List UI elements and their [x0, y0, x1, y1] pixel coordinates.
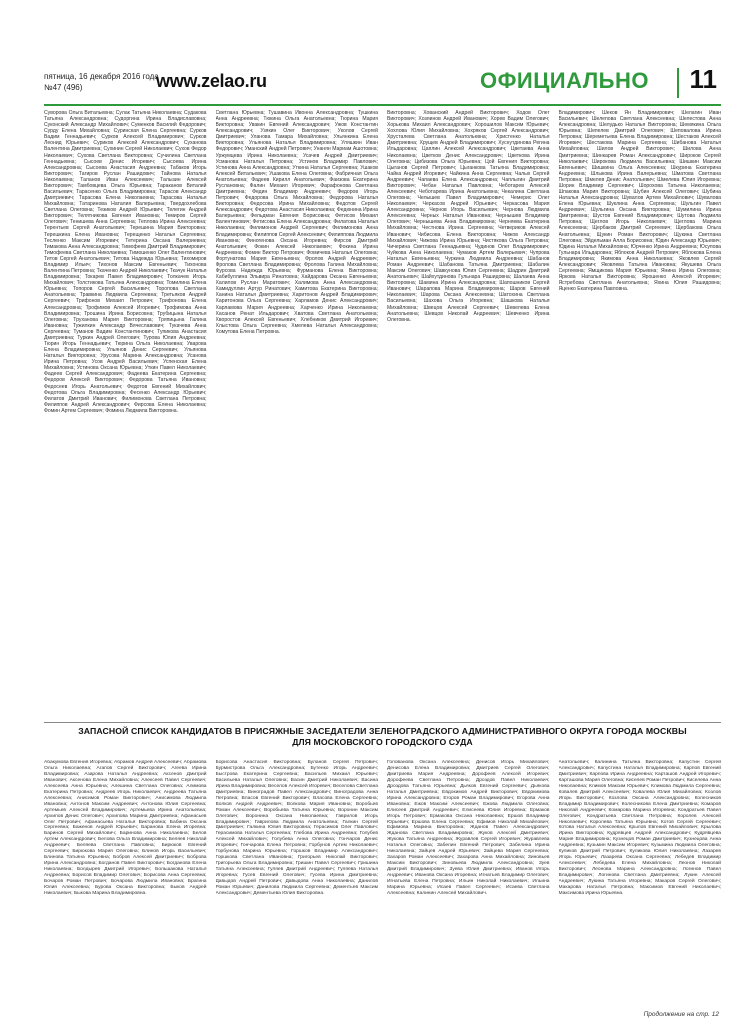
text-column-1: Суворова Ольга Витальевна; Сулак Татьяна Николаевна; Судакова Татьяна Александровна; Судоргина Ирина Владиславовна; Суконский Александр Михайлович; Суменков Василий Федорович; Сурду Елена Михайловна; Суринская Елена Сергеевна; Сурков Вадим Геннадьевич; Сурков Алексей Владимирович; Сурков Леонид Юрьевич; Суриков Алексей Александрович; Суханова Валентина Дмитриевна; Сухинин Сергей Николаевич; Сухов Федор Николаевич; Сухова Светлана Викторовна; Сучилина Светлана Геннадьевна; Сысоев Денис Игоревич; Сысоева Ирина Александровна; Сысоева Анастасия Андреевна; Табаков Игорь Викторович; Тагиров Руслан Рашидович; Тайнова Наталья Николаевна; Таланов Иван Алексеевич; Талызин Алексей Викторович; Тамбовцева Ольга Юрьевна; Тараканов Виталий Васильевич; Тарасенко Ольга Владимировна; Тарасов Александр Дмитриевич; Тарасова Елена Николаевна; Тарасова Наталья Михайловна; Татаринова Наталия Валерьевна; Твердохлебова Светлана Олеговна; Тезиков Андрей Юрьевич; Телегин Андрей Викторович; Телятникова Евгения Ивановна; Темиров Сергей Олегович; Тенишева Анна Сергеевна; Теплова Ирина Алексеевна; Терентьев Сергей Анатольевич; Терешина Мария Викторовна; Терешкина Елена Ивановна; Терещенко Наталья Сергеевна; Тесленко Максим Игоревич; Тетерина Оксана Валериевна; Тимакова Анна Александровна; Тимофеев Дмитрий Владимирович; Тимофеева Светлана Николаевна; Тимошенко Олег Валентинович; Титов Сергей Анатольевич; Титова Надежда Юрьевна; Тихомиров Владимир Ильич; Тихонов Максим Евгеньевич; Тихонова Валентина Петровна; Ткаченко Андрей Николаевич; Ткачук Наталья Владимировна; Токарев Павел Владимирович; Толкачев Игорь Михайлович; Толстикова Татьяна Александровна; Томилина Елена Юрьевна; Топоров Сергей Васильевич; Торопова Светлана Анатольевна; Травкина Людмила Сергеевна; Третьяков Андрей Сергеевич; Трифонов Михаил Петрович; Трифонова Елена Александровна; Трофимов Алексей Игоревич; Трофимова Анна Владимировна; Трошина Ирина Борисовна; Трубицына Наталья Олеговна; Труханова Мария Викторовна; Тряпицына Галина Ивановна; Тужилкин Александр Вячеславович; Тукачева Анна Сергеевна; Туманов Вадим Константинович; Тупикова Анастасия Дмитриевна; Туркин Андрей Олегович; Турова Юлия Андреевна; Тюрин Игорь Геннадьевич; Тюрина Ольга Николаевна; Уварова Елена Владимировна; Ульянов Денис Сергеевич; Ульянова Наталья Викторовна; Урусова Марина Александровна; Усанова Ирина Петровна; Усов Андрей Васильевич; Успенская Елена Михайловна; Устинова Оксана Юрьевна; Уткин Павел Николаевич; Фадеев Сергей Александрович; Фадеева Екатерина Сергеевна; Федоров Алексей Викторович; Федорова Татьяна Ивановна; Федосеев Игорь Анатольевич; Федотов Евгений Михайлович; Федотова Ольга Владимировна; Фесенко Александр Юрьевич; Филатов Дмитрий Иванович; Филимонова Светлана Петровна; Филиппов Андрей Александрович; Фирсова Елена Николаевна; Фомин Артем Сергеевич; Фомина Людмила Викторовна.	[44, 110, 207, 414]
page-number: 11	[689, 64, 717, 94]
page-header	[44, 66, 721, 100]
text-column-2: Светлана Юрьевна; Тушавина Ивонна Александровна; Тушкина Анна Андреевна; Тюкина Ольга Анатольевна; Тюрина Мария Викторовна; Увакин Евгений Александрович; Ужов Константин Александрович; Узякин Олег Викторович; Уколов Сергей Дмитриевич; Уланова Тамара Михайловна; Ульянкина Елена Викторовна; Ульянова Наталья Владимировна; Уляшкин Иван Федорович; Уманский Андрей Петрович; Унанян Мариам Ашотовна; Уржумцева Ирина Николаевна; Усачев Андрей Дмитриевич; Усманова Наталья Петровна; Устинов Владимир Павлович; Устинова Анна Александровна; Уткина Наталья Сергеевна; Ушаков Алексей Витальевич; Ушакова Елена Олеговна; Фабричная Ольга Анатольевна; Фадеев Кирилл Анатольевич; Фаизова Екатерина Руслановна; Фалин Михаил Игоревич; Фарафонова Светлана Дмитриевна; Федин Владимир Андреевич; Федоров Игорь Петрович; Федорова Ольга Михайловна; Федорова Наталья Викторовна; Федосова Ирина Михайловна; Федотов Сергей Александрович; Федотова Анастасия Николаевна; Федюнина Ирина Валерьевна; Фельдман Евгения Борисовна; Фетисов Михаил Валентинович; Фетисова Елена Александровна; Филатова Наталья Николаевна; Филимонов Андрей Сергеевич; Филимонова Анна Владимировна; Филиппов Сергей Алексеевич; Филиппова Людмила Ивановна; Финогенова Оксана Игоревна; Фирсов Дмитрий Анатольевич; Фокин Алексей Николаевич; Фокина Ирина Андреевна; Фомин Виктор Петрович; Фомичева Наталья Олеговна; Фортунатова Мария Евгеньевна; Фролов Андрей Андреевич; Фролова Светлана Владимировна; Фролова Галина Михайловна; Фурсова Надежда Юрьевна; Фурманова Елена Викторовна; Хабибуллина Эльвира Ринатовна; Хайдарова Оксана Евгеньевна; Халилов Руслан Маратович; Халимова Анна Александровна; Хамидуллин Артур Ринатович; Хамитова Екатерина Викторовна; Ханина Наталья Дмитриевна; Харитонов Андрей Владимирович; Харитонова Ольга Сергеевна; Харламов Денис Александрович; Харламова Мария Андреевна; Харченко Ирина Николаевна; Хасанов Ренат Ильдарович; Хватова Светлана Анатольевна; Хворостов Алексей Евгеньевич; Хлебников Дмитрий Игоревич; Хлыстова Ольга Сергеевна; Хмелева Наталья Александровна; Хомутова Елена Петровна.	[215, 110, 378, 335]
section-title: ОФИЦИАЛЬНО	[480, 68, 649, 93]
list-column-1: Абакумова Евгения Игоревна; Абрамов Андрей Алексеевич; Абрамова Ольга Николаевна; Агапов Сергей Викторович; Агеева Ирина Владимировна; Азарова Наталья Андреевна; Аксенов Дмитрий Иванович; Аксенова Елена Михайловна; Алексеев Павел Сергеевич; Алексеева Анна Юрьевна; Алешина Светлана Олеговна; Алимова Екатерина Петровна; Андреев Игорь Николаевич; Андреева Татьяна Алексеевна; Анисимов Роман Викторович; Анисимова Людмила Ивановна; Антонов Максим Андреевич; Антонова Юлия Сергеевна; Артемьев Алексей Владимирович; Артемьева Ирина Анатольевна; Архипов Денис Олегович; Архипова Марина Дмитриевна; Афанасьев Олег Петрович; Афанасьева Наталья Викторовна; Бабина Оксана Сергеевна; Баженов Андрей Юрьевич; Баранова Елена Игоревна; Баринов Сергей Михайлович; Баринова Анна Николаевна; Белов Артем Александрович; Белова Ольга Владимировна; Беляев Николай Андреевич; Беляева Светлана Павловна; Бирюков Евгений Сергеевич; Бирюкова Мария Олеговна; Блинов Игорь Васильевич; Блинова Татьяна Юрьевна; Бобров Алексей Дмитриевич; Боброва Ирина Александровна; Богданов Павел Викторович; Богданова Елена Николаевна; Болдырев Дмитрий Игоревич; Большакова Наталья Андреевна; Борисов Владимир Олегович; Борисова Анна Сергеевна; Бочаров Роман Петрович; Бочарова Людмила Ивановна; Брагина Юлия Алексеевна; Бурова Оксана Викторовна; Быков Андрей Николаевич; Быкова Марина Владимировна.	[44, 760, 207, 896]
header-rule	[44, 104, 721, 106]
list-title-line-2: ДЛЯ МОСКОВСКОГО ГОРОДСКОГО СУДА	[292, 737, 473, 747]
issue-date: пятница, 16 декабря 2016 года	[44, 72, 159, 81]
list-divider	[44, 722, 721, 723]
list-column-2: Борисова Анастасия Викторовна; Буланов Сергей Петрович; Бурмистрова Ольга Александровна; Бутенко Игорь Андреевич; Быстрова Екатерина Сергеевна; Васильев Михаил Юрьевич; Васильева Наталья Олеговна; Васин Дмитрий Николаевич; Васина Ирина Владимировна; Веселов Алексей Игоревич; Веселова Светлана Дмитриевна; Виноградов Павел Александрович; Виноградова Анна Петровна; Власов Евгений Викторович; Власова Елена Сергеевна; Волков Андрей Андреевич; Волкова Мария Ивановна; Воробьев Роман Алексеевич; Воробьева Татьяна Юрьевна; Воронин Максим Олегович; Воронина Оксана Николаевна; Гаврилов Игорь Владимирович; Гаврилова Людмила Анатольевна; Галкин Сергей Дмитриевич; Галкина Юлия Викторовна; Герасимов Олег Павлович; Герасимова Наталья Сергеевна; Глебова Ирина Андреевна; Голубев Алексей Михайлович; Голубева Анна Олеговна; Гончаров Денис Игоревич; Гончарова Елена Петровна; Горбунов Артем Николаевич; Горбунова Марина Юрьевна; Горшков Владимир Александрович; Горшкова Светлана Ивановна; Григорьев Николай Викторович; Григорьева Ольга Владимировна; Гришин Павел Сергеевич; Гришина Татьяна Алексеевна; Гуляев Дмитрий Андреевич; Гуляева Наталья Игоревна; Гусев Евгений Олегович; Гусева Ирина Дмитриевна; Давыдов Андрей Петрович; Давыдова Анна Николаевна; Данилов Роман Юрьевич; Данилова Людмила Сергеевна; Дементьев Максим Александрович; Дементьева Юлия Викторовна.	[215, 760, 378, 896]
text-column-4: Владимирович; Шеков Ян Владимирович; Шелагин Иван Васильевич; Шелепова Светлана Алексеевна; Шелестова Анна Александровна; Шелудько Наталья Викторовна; Шемякина Ольга Юрьевна; Шепелев Дмитрий Олегович; Шеповалова Ирина Петровна; Шереметьева Елена Владимировна; Шестаков Алексей Игоревич; Шестакова Марина Сергеевна; Шибанова Наталья Михайловна; Шилов Андрей Викторович; Шилова Анна Дмитриевна; Шинкарев Роман Александрович; Широков Сергей Николаевич; Широкова Людмила Васильевна; Шишкин Максим Евгеньевич; Шишкина Ольга Алексеевна; Шкурина Екатерина Андреевна; Шлыкова Ирина Валерьевна; Шматова Светлана Петровна; Шмелев Денис Анатольевич; Шмелева Юлия Игоревна; Шорин Владимир Сергеевич; Шорохова Татьяна Николаевна; Шпакова Мария Викторовна; Шубин Алексей Олегович; Шубина Наталья Александровна; Шувалов Артем Михайлович; Шувалова Елена Юрьевна; Шуклина Анна Сергеевна; Шульгин Павел Андреевич; Шульгина Оксана Викторовна; Шумилина Ирина Дмитриевна; Шустов Евгений Владимирович; Шутова Людмила Петровна; Щеглов Игорь Николаевич; Щеглова Марина Алексеевна; Щербаков Дмитрий Сергеевич; Щербакова Ольга Анатольевна; Щукин Роман Викторович; Щукина Светлана Олеговна; Эйдельман Алла Борисовна; Юдин Александр Юрьевич; Юдина Наталья Михайловна; Юрченко Ирина Андреевна; Юсупова Гульнара Ильдаровна; Яблоков Андрей Петрович; Яблокова Елена Владимировна; Якимова Анна Николаевна; Яковлев Сергей Александрович; Яковлева Татьяна Ивановна; Якушева Ольга Сергеевна; Ямщикова Мария Юрьевна; Янина Ирина Олеговна; Яркова Наталья Викторовна; Ярошенко Алексей Игоревич; Ястребова Светлана Анатольевна; Яхина Юлия Рашидовна; Яценко Екатерина Павловна.	[558, 110, 721, 293]
list-column-3: Голованова Оксана Алексеевна; Денисов Игорь Михайлович; Денисова Елена Владимировна; Дмитриев Сергей Олегович; Дмитриева Мария Андреевна; Дорофеев Алексей Игоревич; Дорофеева Светлана Петровна; Дроздов Павел Николаевич; Дроздова Татьяна Юрьевна; Дьяков Евгений Сергеевич; Дьякова Наталья Дмитриевна; Евдокимов Андрей Викторович; Евдокимова Ирина Александровна; Егоров Роман Владимирович; Егорова Анна Ивановна; Ежов Максим Алексеевич; Ежова Людмила Олеговна; Елисеев Дмитрий Андреевич; Елисеева Юлия Игоревна; Ермаков Игорь Петрович; Ермакова Оксана Николаевна; Ершов Владимир Юрьевич; Ершова Елена Сергеевна; Ефимов Николай Михайлович; Ефимова Марина Викторовна; Жданов Павел Александрович; Жданова Светлана Владимировна; Жуков Алексей Дмитриевич; Жукова Татьяна Андреевна; Журавлев Сергей Игоревич; Журавлева Наталья Олеговна; Забелин Евгений Петрович; Забелина Ирина Николаевна; Зайцев Андрей Юрьевич; Зайцева Мария Сергеевна; Захаров Роман Алексеевич; Захарова Анна Михайловна; Зиновьев Максим Викторович; Зиновьева Людмила Александровна; Зуев Дмитрий Владимирович; Зуева Юлия Дмитриевна; Иванов Игорь Андреевич; Иванова Оксана Игоревна; Игнатьев Владимир Олегович; Игнатьева Елена Петровна; Ильин Николай Николаевич; Ильина Марина Юрьевна; Исаев Павел Сергеевич; Исаева Светлана Алексеевна; Калинин Алексей Михайлович.	[387, 760, 550, 896]
issue-number: №47 (496)	[44, 83, 83, 92]
list-column-4: Анатольевич; Калинина Татьяна Викторовна; Капустин Сергей Александрович; Капустина Наталья Владимировна; Карпов Евгений Дмитриевич; Карпова Ирина Андреевна; Карташов Андрей Игоревич; Карташова Мария Олеговна; Киселев Роман Петрович; Киселева Анна Николаевна; Климов Максим Юрьевич; Климова Людмила Сергеевна; Ковалев Дмитрий Алексеевич; Ковалева Юлия Михайловна; Козлов Игорь Викторович; Козлова Оксана Александровна; Колесников Владимир Владимирович; Колесникова Елена Дмитриевна; Комаров Николай Андреевич; Комарова Марина Игоревна; Кондратьев Павел Олегович; Кондратьева Светлана Петровна; Королев Алексей Николаевич; Королева Татьяна Юрьевна; Котов Сергей Сергеевич; Котова Наталья Алексеевна; Крылов Евгений Михайлович; Крылова Ирина Викторовна; Кудрявцев Андрей Александрович; Кудрявцева Мария Владимировна; Кузнецов Роман Дмитриевич; Кузнецова Анна Андреевна; Кузьмин Максим Игоревич; Кузьмина Людмила Олеговна; Куликов Дмитрий Петрович; Куликова Юлия Николаевна; Лазарев Игорь Юрьевич; Лазарева Оксана Сергеевна; Лебедев Владимир Алексеевич; Лебедева Елена Михайловна; Леонов Николай Викторович; Леонова Марина Александровна; Логинов Павел Владимирович; Логинова Светлана Дмитриевна; Лукин Алексей Андреевич; Лукина Татьяна Игоревна; Макаров Сергей Олегович; Макарова Наталья Петровна; Максимов Евгений Николаевич; Максимова Ирина Юрьевна.	[558, 760, 721, 896]
list-title-line-1: ЗАПАСНОЙ СПИСОК КАНДИДАТОВ В ПРИСЯЖНЫЕ ЗАСЕДАТЕЛИ ЗЕЛЕНОГРАДСКОГО АДМИНИСТРАТИВНОГО ОКРУГА ГОРОДА МОСКВЫ	[78, 726, 687, 736]
continued-note: Продолжение на стр. 12	[643, 1011, 719, 1018]
text-column-3: Викторовна; Хованский Андрей Викторович; Ходов Олег Викторович; Хозяинов Андрей Иванович; Хорев Вадим Олегович; Хорькова Михаил Александрович; Хорошилов Максим Юрьевич; Хохлова Юлия Михайловна; Хохряков Сергей Александрович; Хрусталева Светлана Анатольевна; Христенко Наталья Дмитриевна; Хрущев Андрей Владимирович; Хуснутдинова Регина Ильдаровна; Цаплин Алексей Александрович; Цветаева Анна Николаевна; Цветков Денис Александрович; Цветкова Ирина Олеговна; Цибизова Ольга Юрьевна; Цой Евгения Викторовна; Цыганов Сергей Петрович; Цыганкова Татьяна Владимировна; Чайка Андрей Игоревич; Чайкина Анна Сергеевна; Чалых Сергей Андреевич; Чапаева Елена Александровна; Чаплыгин Дмитрий Викторович; Чебан Наталья Павловна; Чеботарев Алексей Алексеевич; Чеботарева Ирина Анатольевна; Чекалина Светлана Олеговна; Челышев Павел Владимирович; Чемерис Олег Николаевич; Черкасов Андрей Юрьевич; Черкасова Мария Александровна; Чернов Игорь Васильевич; Чернова Людмила Алексеевна; Черных Наталья Ивановна; Чернышев Владимир Олегович; Чернышева Анна Владимировна; Черняева Екатерина Михайловна; Честнова Ирина Сергеевна; Четвериков Алексей Иванович; Чибисова Елена Викторовна; Чижов Александр Михайлович; Чижова Ирина Юрьевна; Чистякова Ольга Петровна; Чичерина Светлана Геннадьевна; Чудинов Олег Владимирович; Чуйкова Анна Николаевна; Чумаков Артем Валерьевич; Чупрова Наталья Евгеньевна; Чуркина Людмила Андреевна; Шабанов Роман Андреевич; Шабанова Татьяна Дмитриевна; Шабалин Максим Олегович; Шавкунова Юлия Сергеевна; Шадрин Дмитрий Анатольевич; Шайхутдинова Гульнара Рашидовна; Шалаева Анна Викторовна; Шамина Ирина Александровна; Шапошников Сергей Иванович; Шарапова Марина Владимировна; Шаров Евгений Николаевич; Шарова Оксана Алексеевна; Шатохина Светлана Васильевна; Шахова Ольга Игоревна; Шашкова Наталья Михайловна; Швецов Алексей Сергеевич; Шевелева Елена Анатольевна; Шевцов Николай Андреевич; Шевченко Ирина Олеговна.	[387, 110, 550, 323]
site-url[interactable]: www.zelao.ru	[156, 71, 267, 91]
top-columns	[44, 110, 721, 722]
list-title	[44, 726, 721, 758]
header-divider	[677, 68, 679, 98]
bottom-columns	[44, 760, 721, 1010]
